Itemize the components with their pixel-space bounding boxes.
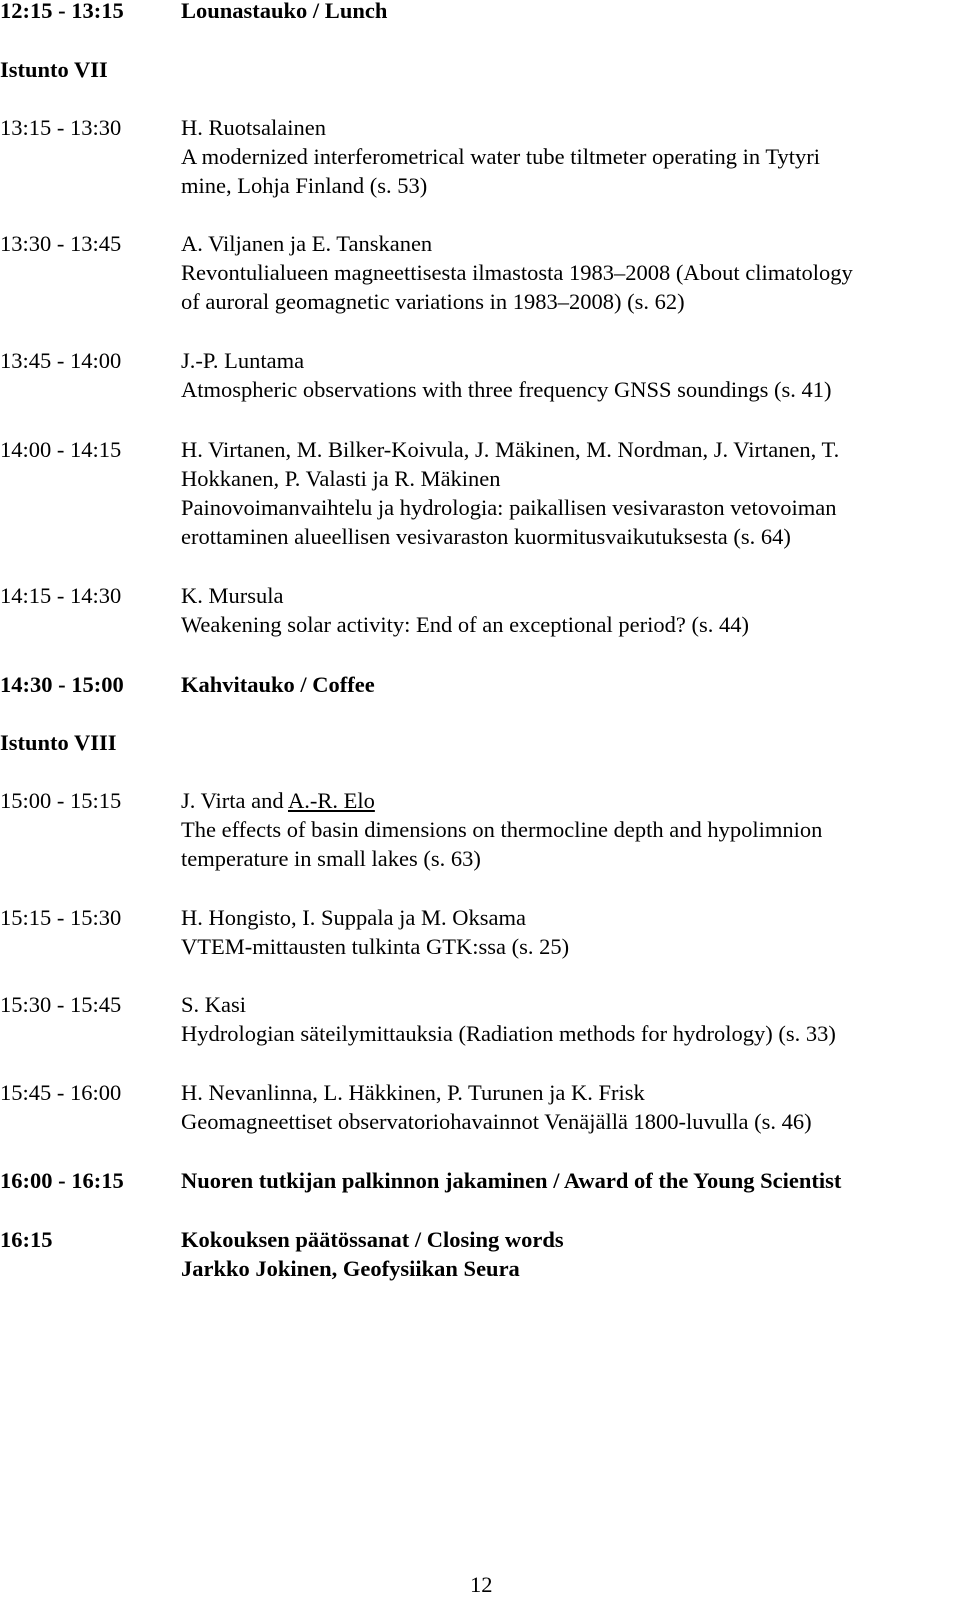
talk-title-line: temperature in small lakes (s. 63) bbox=[181, 846, 481, 871]
time-slot: 14:00 - 14:15 bbox=[0, 437, 122, 462]
time-slot: 15:15 - 15:30 bbox=[0, 905, 122, 930]
talk-authors: H. Hongisto, I. Suppala ja M. Oksama bbox=[181, 905, 526, 930]
time-slot: 15:00 - 15:15 bbox=[0, 788, 122, 813]
talk-authors-line: H. Virtanen, M. Bilker-Koivula, J. Mäkinen, M. Nordman, J. Virtanen, T. bbox=[181, 437, 840, 462]
event-title: Kokouksen päätössanat / Closing words bbox=[181, 1227, 564, 1252]
time-slot: 16:00 - 16:15 bbox=[0, 1168, 124, 1193]
time-slot: 14:15 - 14:30 bbox=[0, 583, 122, 608]
talk-authors: A. Viljanen ja E. Tanskanen bbox=[181, 231, 433, 256]
talk-title-line: Revontulialueen magneettisesta ilmastosta 1983–2008 (About climatology bbox=[181, 260, 853, 285]
time-slot: 14:30 - 15:00 bbox=[0, 672, 124, 697]
talk-title-line: A modernized interferometrical water tube tiltmeter operating in Tytyri bbox=[181, 144, 821, 169]
event-speaker: Jarkko Jokinen, Geofysiikan Seura bbox=[181, 1256, 520, 1281]
talk-title-line: VTEM-mittausten tulkinta GTK:ssa (s. 25) bbox=[181, 934, 570, 959]
talk-title-line: of auroral geomagnetic variations in 1983–2008) (s. 62) bbox=[181, 289, 685, 314]
time-slot: 13:15 - 13:30 bbox=[0, 115, 122, 140]
break-title: Lounastauko / Lunch bbox=[181, 0, 388, 23]
talk-authors: H. Ruotsalainen bbox=[181, 115, 326, 140]
talk-title-line: mine, Lohja Finland (s. 53) bbox=[181, 173, 428, 198]
talk-title-line: Painovoimanvaihtelu ja hydrologia: paikallisen vesivaraston vetovoiman bbox=[181, 495, 837, 520]
time-slot: 16:15 bbox=[0, 1227, 53, 1252]
talk-authors: S. Kasi bbox=[181, 992, 247, 1017]
talk-authors: H. Nevanlinna, L. Häkkinen, P. Turunen ja K. Frisk bbox=[181, 1080, 645, 1105]
author-link[interactable]: A.-R. Elo bbox=[287, 788, 375, 813]
author-name: J. Virta and bbox=[181, 788, 288, 813]
time-slot: 12:15 - 13:15 bbox=[0, 0, 124, 23]
talk-authors: J.-P. Luntama bbox=[181, 348, 305, 373]
time-slot: 15:45 - 16:00 bbox=[0, 1080, 122, 1105]
session-heading: Istunto VII bbox=[0, 57, 108, 82]
page-number: 12 bbox=[470, 1572, 493, 1597]
talk-title-line: The effects of basin dimensions on thermocline depth and hypolimnion bbox=[181, 817, 823, 842]
talk-title-line: Geomagneettiset observatoriohavainnot Venäjällä 1800-luvulla (s. 46) bbox=[181, 1109, 812, 1134]
time-slot: 15:30 - 15:45 bbox=[0, 992, 122, 1017]
event-title: Nuoren tutkijan palkinnon jakaminen / Award of the Young Scientist bbox=[181, 1168, 842, 1193]
break-title: Kahvitauko / Coffee bbox=[181, 672, 375, 697]
talk-title-line: erottaminen alueellisen vesivaraston kuormitusvaikutuksesta (s. 64) bbox=[181, 524, 791, 549]
time-slot: 13:45 - 14:00 bbox=[0, 348, 122, 373]
talk-authors-line: Hokkanen, P. Valasti ja R. Mäkinen bbox=[181, 466, 501, 491]
talk-title-line: Atmospheric observations with three frequency GNSS soundings (s. 41) bbox=[181, 377, 832, 402]
talk-authors: K. Mursula bbox=[181, 583, 284, 608]
talk-title-line: Hydrologian säteilymittauksia (Radiation methods for hydrology) (s. 33) bbox=[181, 1021, 836, 1046]
session-heading: Istunto VIII bbox=[0, 730, 117, 755]
talk-title-line: Weakening solar activity: End of an exceptional period? (s. 44) bbox=[181, 612, 749, 637]
talk-authors bbox=[181, 786, 956, 815]
time-slot: 13:30 - 13:45 bbox=[0, 231, 122, 256]
